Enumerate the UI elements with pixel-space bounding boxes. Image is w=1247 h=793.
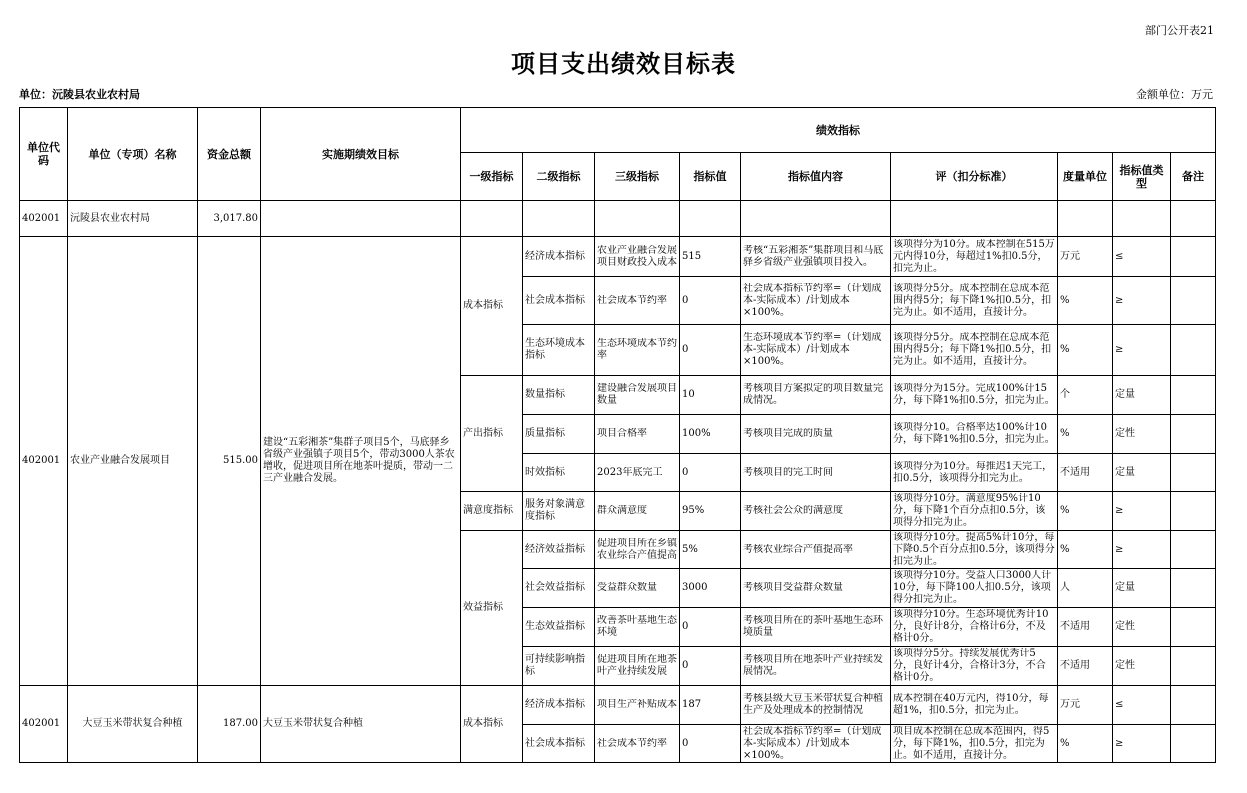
row-value: 0 bbox=[680, 608, 741, 647]
header-content: 指标值内容 bbox=[741, 153, 891, 201]
row-type: ≥ bbox=[1113, 725, 1171, 763]
row-type: 定量 bbox=[1113, 376, 1171, 415]
header-measure-unit: 度量单位 bbox=[1058, 153, 1113, 201]
row-l2: 服务对象满意度指标 bbox=[523, 492, 595, 531]
project2-goal: 大豆玉米带状复合种植 bbox=[261, 686, 461, 763]
row-scoring: 该项得分10分。受益人口3000人计10分，每下降100人扣0.5分，该项得分扣完为止。 bbox=[893, 570, 1052, 605]
row-content: 考核项目方案拟定的项目数量完成情况。 bbox=[743, 383, 883, 406]
row-content: 考核“五彩湘茶”集群项目和马底驿乡省级产业强镇项目投入。 bbox=[743, 244, 884, 268]
header-remark: 备注 bbox=[1171, 153, 1216, 201]
row-remark bbox=[1171, 647, 1216, 686]
row-scoring: 该项得分为10分。成本控制在515万元内得10分，每超过1%扣0.5分，扣完为止。 bbox=[893, 238, 1055, 274]
row-l2: 生态环境成本指标 bbox=[523, 325, 595, 376]
amount-unit-label: 金额单位：万元 bbox=[1136, 88, 1213, 101]
row-l2: 社会成本指标 bbox=[523, 725, 595, 763]
project1-l1-output: 产出指标 bbox=[461, 376, 523, 492]
row-value: 187 bbox=[680, 686, 741, 725]
row-content: 考核项目完成的质量 bbox=[743, 428, 833, 439]
row-scoring: 该项得分10分。提高5%计10分，每下降0.5个百分点扣0.5分，该项得分扣完为止。 bbox=[893, 531, 1055, 567]
row-unit: % bbox=[1058, 531, 1113, 569]
header-value: 指标值 bbox=[680, 153, 741, 201]
project1-l1-satisfaction: 满意度指标 bbox=[461, 492, 523, 531]
row-scoring: 该项得分为10分。每推迟1天完工，扣0.5分，该项得分扣完为止。 bbox=[893, 460, 1053, 484]
row-remark bbox=[1171, 531, 1216, 569]
row-remark bbox=[1171, 608, 1216, 647]
row-remark bbox=[1171, 454, 1216, 492]
row-l3: 促进项目所在乡镇农业综合产值提高 bbox=[597, 537, 677, 561]
row-value: 10 bbox=[680, 376, 741, 415]
project1-code: 402001 bbox=[20, 237, 68, 686]
row-unit: % bbox=[1058, 725, 1113, 763]
row-content: 考核农业综合产值提高率 bbox=[743, 543, 853, 555]
row-l3: 群众满意度 bbox=[597, 505, 647, 516]
row-value: 515 bbox=[680, 237, 741, 277]
row-l2: 社会效益指标 bbox=[523, 569, 595, 608]
row-content: 生态环境成本节约率=（计划成本-实际成本）/计划成本×100%。 bbox=[743, 332, 882, 367]
row-scoring: 项目成本控制在总成本范围内，得5分，每下降1%，扣0.5分，扣完为止。如不适用，直接计分。 bbox=[893, 725, 1050, 761]
row-unit: 万元 bbox=[1058, 686, 1113, 725]
row-l2: 社会成本指标 bbox=[523, 277, 595, 325]
row-l2: 时效指标 bbox=[523, 454, 595, 492]
header-unit-name: 单位（专项）名称 bbox=[68, 108, 198, 201]
row-remark bbox=[1171, 325, 1216, 376]
row-l3: 项目合格率 bbox=[597, 428, 647, 439]
table-row bbox=[20, 237, 1216, 277]
row-l3: 受益群众数量 bbox=[597, 582, 657, 593]
row-content: 考核项目的完工时间 bbox=[743, 466, 833, 478]
form-number: 部门公开表21 bbox=[1145, 24, 1214, 37]
dept-name: 沅陵县农业农村局 bbox=[68, 201, 198, 237]
row-l3: 项目生产补贴成本 bbox=[597, 699, 677, 710]
row-unit: % bbox=[1058, 415, 1113, 454]
header-level3: 三级指标 bbox=[595, 153, 680, 201]
row-value: 0 bbox=[680, 454, 741, 492]
row-l2: 质量指标 bbox=[523, 415, 595, 454]
row-scoring: 该项得分5分。持续发展优秀计5分，良好计4分，合格计3分，不合格计0分。 bbox=[893, 648, 1046, 683]
row-type: ≥ bbox=[1113, 492, 1171, 531]
project2-name: 大豆玉米带状复合种植 bbox=[68, 686, 198, 763]
project1-name: 农业产业融合发展项目 bbox=[68, 237, 198, 686]
row-type: 定性 bbox=[1113, 647, 1171, 686]
row-scoring: 该项得分10分。生态环境优秀计10分，良好计8分，合格计6分，不及格计0分。 bbox=[893, 609, 1049, 644]
row-content: 社会成本指标节约率=（计划成本-实际成本）/计划成本×100%。 bbox=[743, 282, 882, 318]
row-l3: 改善茶叶基地生态环境 bbox=[597, 615, 677, 638]
row-type: ≤ bbox=[1113, 686, 1171, 725]
row-l3: 2023年底完工 bbox=[597, 466, 663, 478]
row-l2: 经济效益指标 bbox=[523, 531, 595, 569]
row-scoring: 该项得分5分。成本控制在总成本范围内得5分；每下降1%扣0.5分，扣完为止。如不适用，直接计分。 bbox=[893, 332, 1052, 367]
header-goal: 实施期绩效目标 bbox=[261, 108, 461, 201]
header-unit-code: 单位代码 bbox=[20, 108, 68, 201]
header-total-funds: 资金总额 bbox=[198, 108, 261, 201]
row-unit: 不适用 bbox=[1058, 608, 1113, 647]
row-remark bbox=[1171, 277, 1216, 325]
page-title: 项目支出绩效目标表 bbox=[511, 50, 736, 78]
header-level1: 一级指标 bbox=[461, 153, 523, 201]
header-level2: 二级指标 bbox=[523, 153, 595, 201]
row-value: 5% bbox=[680, 531, 741, 569]
row-content: 社会成本指标节约率=（计划成本-实际成本）/计划成本×100%。 bbox=[743, 725, 882, 761]
row-content: 考核项目受益群众数量 bbox=[743, 582, 843, 593]
row-l2: 生态效益指标 bbox=[523, 608, 595, 647]
row-type: 定性 bbox=[1113, 415, 1171, 454]
row-type: 定量 bbox=[1113, 454, 1171, 492]
row-unit: 不适用 bbox=[1058, 647, 1113, 686]
row-l2: 数量指标 bbox=[523, 376, 595, 415]
row-l3: 农业产业融合发展项目财政投入成本 bbox=[597, 244, 677, 268]
row-remark bbox=[1171, 492, 1216, 531]
row-remark bbox=[1171, 569, 1216, 608]
project1-goal: 建设“五彩湘茶”集群子项目5个，马底驿乡省级产业强镇子项目5个，带动3000人茶农增收，促进项目所在地茶叶提质，带动一二三产业融合发展。 bbox=[261, 237, 461, 686]
row-value: 3000 bbox=[680, 569, 741, 608]
header-value-type: 指标值类型 bbox=[1113, 153, 1171, 201]
row-remark bbox=[1171, 376, 1216, 415]
row-unit: 人 bbox=[1058, 569, 1113, 608]
project2-code: 402001 bbox=[20, 686, 68, 763]
header-scoring: 评（扣分标准） bbox=[891, 153, 1058, 201]
row-l2: 经济成本指标 bbox=[523, 686, 595, 725]
header-indicators: 绩效指标 bbox=[461, 108, 1216, 153]
row-scoring: 该项得分5分。成本控制在总成本范围内得5分；每下降1%扣0.5分，扣完为止。如不适用，直接计分。 bbox=[893, 282, 1052, 318]
row-l3: 生态环境成本节约率 bbox=[597, 338, 677, 361]
row-unit: 万元 bbox=[1058, 237, 1113, 277]
row-type: ≥ bbox=[1113, 325, 1171, 376]
row-l2: 经济成本指标 bbox=[523, 237, 595, 277]
row-remark bbox=[1171, 686, 1216, 725]
row-type: ≤ bbox=[1113, 237, 1171, 277]
row-content: 考核县级大豆玉米带状复合种植生产及处理成本的控制情况 bbox=[743, 693, 883, 716]
project1-l1-cost: 成本指标 bbox=[461, 237, 523, 376]
row-unit: % bbox=[1058, 492, 1113, 531]
row-remark bbox=[1171, 725, 1216, 763]
row-unit: 个 bbox=[1058, 376, 1113, 415]
row-value: 100% bbox=[680, 415, 741, 454]
row-l3: 社会成本节约率 bbox=[597, 294, 667, 306]
project1-l1-benefit: 效益指标 bbox=[461, 531, 523, 686]
unit-label: 单位：沅陵县农业农村局 bbox=[19, 88, 140, 101]
row-scoring: 该项得分为15分。完成100%计15分，每下降1%扣0.5分，扣完为止。 bbox=[893, 383, 1055, 406]
dept-row bbox=[20, 201, 1216, 237]
row-l3: 社会成本节约率 bbox=[597, 737, 667, 749]
row-remark bbox=[1171, 237, 1216, 277]
row-value: 0 bbox=[680, 725, 741, 763]
performance-table bbox=[19, 107, 1216, 763]
project1-amount: 515.00 bbox=[198, 237, 261, 686]
row-type: 定性 bbox=[1113, 608, 1171, 647]
row-value: 0 bbox=[680, 647, 741, 686]
row-type: ≥ bbox=[1113, 531, 1171, 569]
row-l3: 促进项目所在地茶叶产业持续发展 bbox=[597, 654, 677, 677]
table-row bbox=[20, 686, 1216, 725]
row-content: 考核项目所在地茶叶产业持续发展情况。 bbox=[743, 654, 883, 677]
row-scoring: 该项得分10。合格率达100%计10分，每下降1%扣0.5分，扣完为止。 bbox=[893, 422, 1055, 445]
row-type: ≥ bbox=[1113, 277, 1171, 325]
dept-code: 402001 bbox=[20, 201, 68, 237]
row-unit: % bbox=[1058, 277, 1113, 325]
row-scoring: 该项得分10分。满意度95%计10分，每下降1个百分点扣0.5分，该项得分扣完为止。 bbox=[893, 493, 1046, 528]
row-l3: 建设融合发展项目数量 bbox=[597, 383, 677, 406]
project2-amount: 187.00 bbox=[198, 686, 261, 763]
dept-amount: 3,017.80 bbox=[198, 201, 261, 237]
row-unit: % bbox=[1058, 325, 1113, 376]
project2-l1: 成本指标 bbox=[461, 686, 523, 763]
row-value: 95% bbox=[680, 492, 741, 531]
row-unit: 不适用 bbox=[1058, 454, 1113, 492]
row-value: 0 bbox=[680, 325, 741, 376]
row-value: 0 bbox=[680, 277, 741, 325]
row-l2: 可持续影响指标 bbox=[523, 647, 595, 686]
row-remark bbox=[1171, 415, 1216, 454]
row-scoring: 成本控制在40万元内，得10分，每超1%，扣0.5分，扣完为止。 bbox=[893, 693, 1049, 716]
row-content: 考核社会公众的满意度 bbox=[743, 505, 843, 516]
header-row-1 bbox=[20, 108, 1216, 153]
row-content: 考核项目所在的茶叶基地生态环境质量 bbox=[743, 615, 883, 638]
row-type: 定量 bbox=[1113, 569, 1171, 608]
